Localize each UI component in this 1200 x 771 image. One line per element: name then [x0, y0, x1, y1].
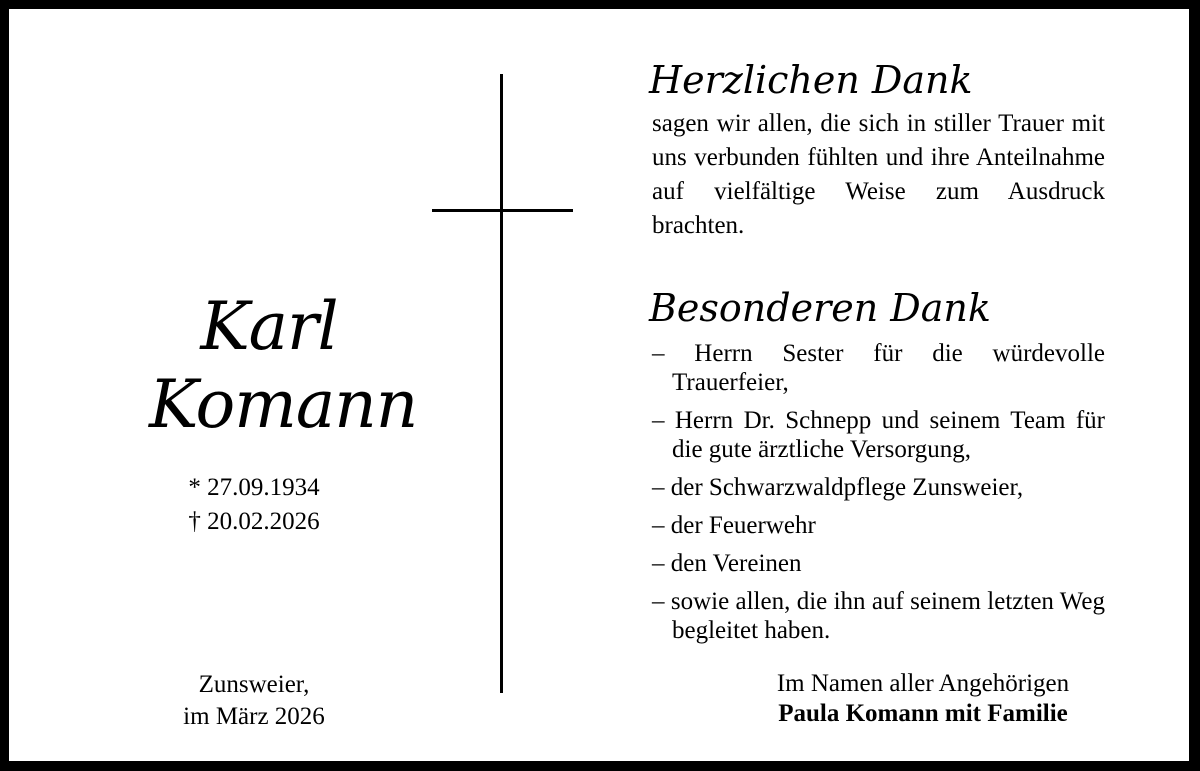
cross-icon: [500, 74, 503, 693]
special-thanks-heading: Besonderen Dank: [649, 286, 991, 330]
list-item: – der Schwarzwaldpflege Zunsweier,: [652, 474, 1024, 501]
death-date: † 20.02.2026: [188, 508, 320, 535]
place-and-date: [139, 669, 369, 733]
last-name: Komann: [149, 366, 418, 443]
signature-name: Paula Komann mit Familie: [778, 700, 1068, 727]
month-year: im März 2026: [183, 703, 325, 730]
obituary-card: [9, 9, 1189, 761]
signature-line: Im Namen aller Angehörigen: [776, 670, 1070, 697]
list-item: – sowie allen, die ihn auf seinem letzten Weg begleitet haben.: [652, 588, 1105, 644]
birth-date: * 27.09.1934: [188, 474, 320, 501]
thanks-text: sagen wir allen, die sich in stiller Trauer mit uns verbunden fühlten und ihre Anteilnahme auf vielfältige Weise zum Ausdruck brachten.: [652, 110, 1105, 239]
special-thanks-list: [652, 339, 1105, 654]
first-name: Karl: [200, 288, 338, 365]
cross-icon-crossbar: [432, 209, 573, 212]
list-item: – der Feuerwehr: [652, 512, 816, 539]
place: Zunsweier,: [198, 671, 310, 698]
thanks-heading: Herzlichen Dank: [649, 58, 973, 102]
list-item: – Herrn Sester für die würdevolle Trauerfeier,: [652, 340, 1105, 396]
life-dates: [159, 471, 349, 539]
list-item: – Herrn Dr. Schnepp und seinem Team für die gute ärztliche Versorgung,: [652, 407, 1105, 463]
list-item: – den Vereinen: [652, 550, 802, 577]
